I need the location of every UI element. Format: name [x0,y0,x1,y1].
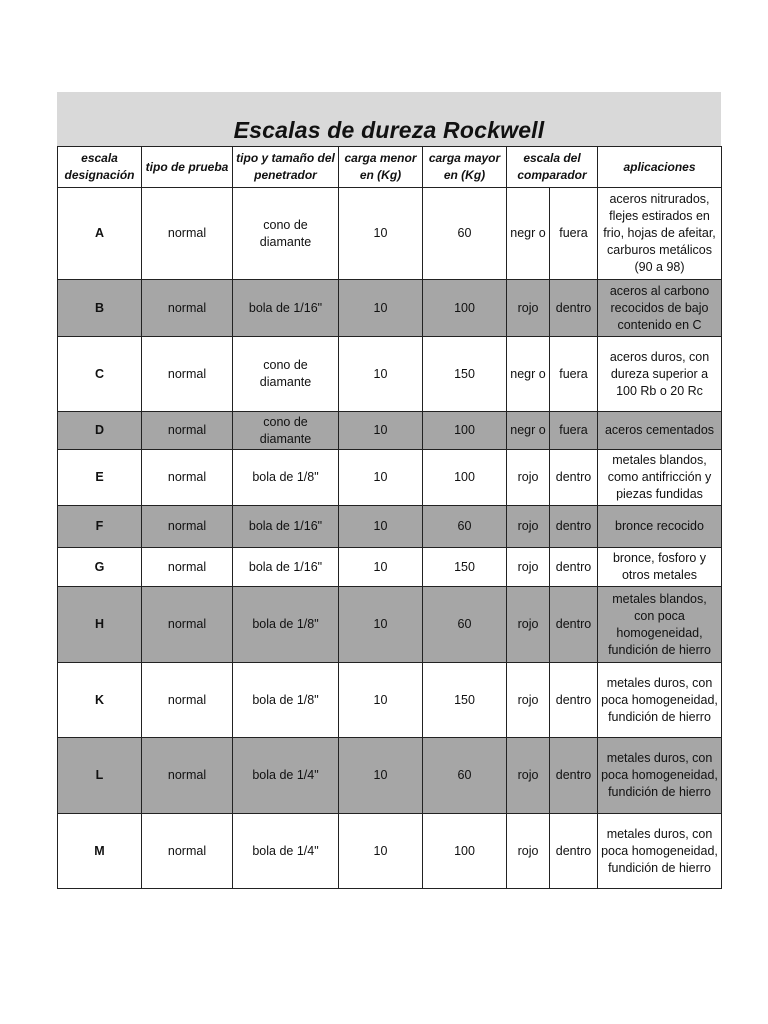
cell-escala: B [58,280,142,337]
cell-posicion: dentro [550,814,598,889]
cell-tipo: normal [142,814,233,889]
cell-color: negr o [507,188,550,280]
cell-carga-menor: 10 [339,450,423,506]
rockwell-table [57,146,722,889]
cell-posicion: dentro [550,450,598,506]
cell-carga-mayor: 100 [423,814,507,889]
cell-posicion: dentro [550,280,598,337]
cell-penetrador: bola de 1/4" [233,738,339,814]
cell-aplicaciones: metales duros, con poca homogeneidad, fundición de hierro [598,663,722,738]
cell-penetrador: bola de 1/8" [233,587,339,663]
cell-aplicaciones: aceros nitrurados, flejes estirados en frio, hojas de afeitar, carburos metálicos (90 a 98) [598,188,722,280]
cell-carga-menor: 10 [339,814,423,889]
table-row [58,548,722,587]
cell-carga-menor: 10 [339,548,423,587]
cell-carga-menor: 10 [339,506,423,548]
header-aplicaciones: aplicaciones [598,147,722,188]
header-designacion: escala designación [58,147,142,188]
rockwell-sheet [57,92,721,889]
cell-color: rojo [507,280,550,337]
cell-tipo: normal [142,506,233,548]
cell-penetrador: cono de diamante [233,188,339,280]
cell-tipo: normal [142,280,233,337]
cell-tipo: normal [142,738,233,814]
cell-escala: C [58,337,142,412]
cell-tipo: normal [142,450,233,506]
cell-posicion: fuera [550,188,598,280]
cell-carga-mayor: 60 [423,506,507,548]
cell-escala: L [58,738,142,814]
cell-color: rojo [507,663,550,738]
cell-penetrador: bola de 1/4" [233,814,339,889]
cell-carga-mayor: 100 [423,412,507,450]
cell-carga-mayor: 60 [423,738,507,814]
cell-carga-menor: 10 [339,412,423,450]
cell-carga-mayor: 150 [423,337,507,412]
cell-tipo: normal [142,663,233,738]
header-carga-mayor: carga mayor en (Kg) [423,147,507,188]
cell-carga-mayor: 150 [423,548,507,587]
page-title: Escalas de dureza Rockwell [233,117,545,143]
cell-tipo: normal [142,337,233,412]
cell-carga-mayor: 60 [423,587,507,663]
cell-posicion: dentro [550,587,598,663]
cell-penetrador: bola de 1/8" [233,450,339,506]
cell-escala: A [58,188,142,280]
cell-escala: G [58,548,142,587]
cell-color: rojo [507,548,550,587]
cell-carga-menor: 10 [339,188,423,280]
cell-posicion: dentro [550,738,598,814]
cell-carga-menor: 10 [339,280,423,337]
cell-tipo: normal [142,412,233,450]
cell-escala: F [58,506,142,548]
cell-aplicaciones: bronce, fosforo y otros metales [598,548,722,587]
table-row [58,337,722,412]
cell-penetrador: bola de 1/16" [233,506,339,548]
cell-carga-menor: 10 [339,663,423,738]
table-row [58,506,722,548]
cell-aplicaciones: metales blandos, con poca homogeneidad, fundición de hierro [598,587,722,663]
cell-tipo: normal [142,548,233,587]
table-row [58,412,722,450]
cell-escala: E [58,450,142,506]
cell-posicion: dentro [550,548,598,587]
header-penetrador: tipo y tamaño del penetrador [233,147,339,188]
cell-aplicaciones: metales duros, con poca homogeneidad, fundición de hierro [598,738,722,814]
cell-color: rojo [507,587,550,663]
cell-penetrador: cono de diamante [233,412,339,450]
table-row [58,280,722,337]
cell-posicion: dentro [550,663,598,738]
cell-penetrador: bola de 1/16" [233,280,339,337]
cell-color: rojo [507,506,550,548]
cell-penetrador: bola de 1/16" [233,548,339,587]
table-row [58,814,722,889]
cell-carga-mayor: 150 [423,663,507,738]
cell-penetrador: cono de diamante [233,337,339,412]
cell-penetrador: bola de 1/8" [233,663,339,738]
table-row [58,188,722,280]
cell-tipo: normal [142,587,233,663]
cell-escala: K [58,663,142,738]
cell-carga-mayor: 100 [423,280,507,337]
table-row [58,663,722,738]
table-body [58,188,722,889]
cell-carga-menor: 10 [339,337,423,412]
header-comparador: escala del comparador [507,147,598,188]
cell-posicion: dentro [550,506,598,548]
cell-escala: H [58,587,142,663]
title-bar [57,92,721,146]
cell-carga-mayor: 100 [423,450,507,506]
cell-posicion: fuera [550,337,598,412]
cell-aplicaciones: aceros duros, con dureza superior a 100 Rb o 20 Rc [598,337,722,412]
cell-aplicaciones: aceros cementados [598,412,722,450]
cell-color: rojo [507,450,550,506]
cell-escala: D [58,412,142,450]
cell-carga-menor: 10 [339,587,423,663]
table-row [58,587,722,663]
cell-color: rojo [507,814,550,889]
cell-aplicaciones: metales duros, con poca homogeneidad, fundición de hierro [598,814,722,889]
cell-aplicaciones: aceros al carbono recocidos de bajo contenido en C [598,280,722,337]
table-row [58,738,722,814]
cell-escala: M [58,814,142,889]
cell-posicion: fuera [550,412,598,450]
cell-aplicaciones: bronce recocido [598,506,722,548]
cell-color: rojo [507,738,550,814]
cell-carga-mayor: 60 [423,188,507,280]
header-row [58,147,722,188]
table-row [58,450,722,506]
cell-color: negr o [507,337,550,412]
cell-color: negr o [507,412,550,450]
cell-aplicaciones: metales blandos, como antifricción y piezas fundidas [598,450,722,506]
cell-tipo: normal [142,188,233,280]
header-carga-menor: carga menor en (Kg) [339,147,423,188]
header-tipo-prueba: tipo de prueba [142,147,233,188]
cell-carga-menor: 10 [339,738,423,814]
